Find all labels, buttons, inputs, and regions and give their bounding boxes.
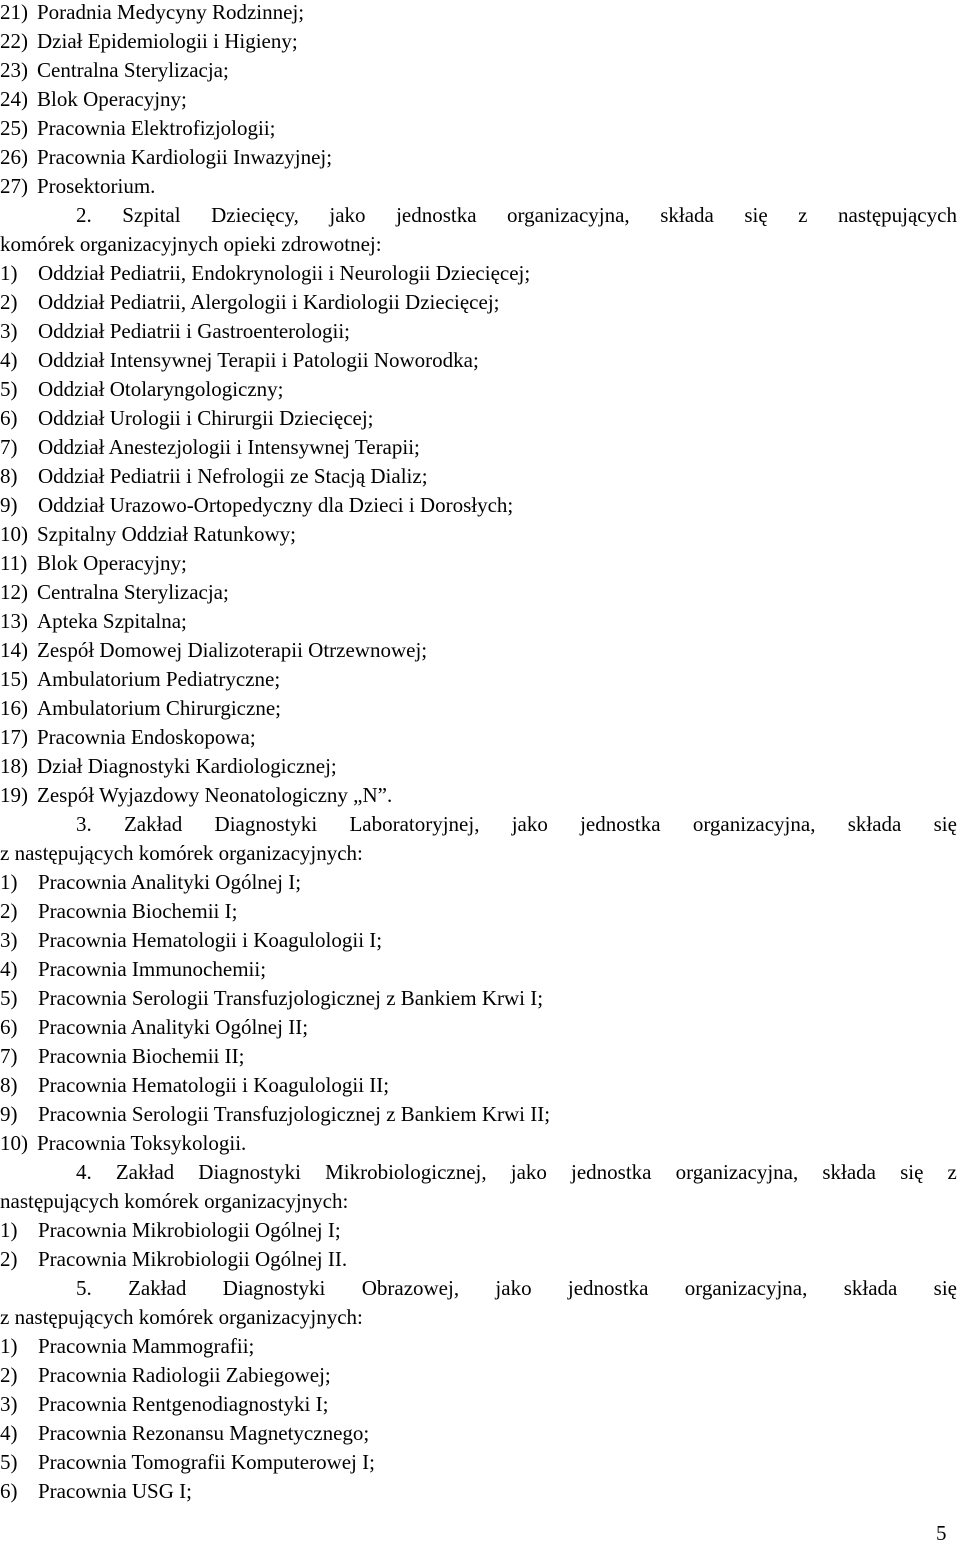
section-heading: 3. Zakład Diagnostyki Laboratoryjnej, jako jednostka organizacyjna, składa się [76, 812, 957, 836]
list-item: 25) Pracownia Elektrofizjologii; [0, 116, 276, 140]
list-item: 2) Pracownia Biochemii I; [0, 899, 238, 923]
list-item: 4) Pracownia Immunochemii; [0, 957, 267, 981]
section-heading: 2. Szpital Dziecięcy, jako jednostka organizacyjna, składa się z następujących [76, 203, 957, 227]
list-item: 6) Pracownia Analityki Ogólnej II; [0, 1015, 309, 1039]
list-item: 1) Pracownia Mammografii; [0, 1334, 255, 1358]
list-item: 5) Pracownia Tomografii Komputerowej I; [0, 1450, 375, 1474]
list-item: 2) Oddział Pediatrii, Alergologii i Kardiologii Dziecięcej; [0, 290, 500, 314]
list-item: 10) Szpitalny Oddział Ratunkowy; [0, 522, 296, 546]
list-item: 12) Centralna Sterylizacja; [0, 580, 229, 604]
list-item: 4) Oddział Intensywnej Terapii i Patologii Noworodka; [0, 348, 479, 372]
list-item: 1) Oddział Pediatrii, Endokrynologii i Neurologii Dziecięcej; [0, 261, 531, 285]
list-item: 15) Ambulatorium Pediatryczne; [0, 667, 281, 691]
list-item: 11) Blok Operacyjny; [0, 551, 187, 575]
list-item: 19) Zespół Wyjazdowy Neonatologiczny „N”. [0, 783, 393, 807]
list-item: 22) Dział Epidemiologii i Higieny; [0, 29, 298, 53]
list-item: 9) Oddział Urazowo-Ortopedyczny dla Dzieci i Dorosłych; [0, 493, 514, 517]
section-heading-continuation: komórek organizacyjnych opieki zdrowotnej: [0, 232, 382, 256]
list-item: 17) Pracownia Endoskopowa; [0, 725, 256, 749]
list-item: 27) Prosektorium. [0, 174, 156, 198]
list-item: 16) Ambulatorium Chirurgiczne; [0, 696, 281, 720]
list-item: 2) Pracownia Radiologii Zabiegowej; [0, 1363, 331, 1387]
list-item: 7) Oddział Anestezjologii i Intensywnej Terapii; [0, 435, 420, 459]
list-item: 3) Pracownia Rentgenodiagnostyki I; [0, 1392, 329, 1416]
list-item: 3) Pracownia Hematologii i Koagulologii I; [0, 928, 383, 952]
list-item: 18) Dział Diagnostyki Kardiologicznej; [0, 754, 337, 778]
list-item: 3) Oddział Pediatrii i Gastroenterologii; [0, 319, 351, 343]
list-item: 4) Pracownia Rezonansu Magnetycznego; [0, 1421, 370, 1445]
list-item: 5) Pracownia Serologii Transfuzjologicznej z Bankiem Krwi I; [0, 986, 544, 1010]
list-item: 5) Oddział Otolaryngologiczny; [0, 377, 284, 401]
list-item: 21) Poradnia Medycyny Rodzinnej; [0, 0, 305, 24]
page-number: 5 [936, 1521, 947, 1545]
list-item: 6) Pracownia USG I; [0, 1479, 192, 1503]
section-heading-continuation: z następujących komórek organizacyjnych: [0, 1305, 363, 1329]
list-item: 1) Pracownia Analityki Ogólnej I; [0, 870, 302, 894]
list-item: 14) Zespół Domowej Dializoterapii Otrzewnowej; [0, 638, 428, 662]
section-heading: 5. Zakład Diagnostyki Obrazowej, jako jednostka organizacyjna, składa się [76, 1276, 957, 1300]
list-item: 26) Pracownia Kardiologii Inwazyjnej; [0, 145, 333, 169]
section-heading-continuation: z następujących komórek organizacyjnych: [0, 841, 363, 865]
list-item: 6) Oddział Urologii i Chirurgii Dziecięcej; [0, 406, 374, 430]
list-item: 1) Pracownia Mikrobiologii Ogólnej I; [0, 1218, 341, 1242]
list-item: 8) Oddział Pediatrii i Nefrologii ze Stacją Dializ; [0, 464, 428, 488]
list-item: 13) Apteka Szpitalna; [0, 609, 187, 633]
section-heading: 4. Zakład Diagnostyki Mikrobiologicznej, jako jednostka organizacyjna, składa się z [76, 1160, 957, 1184]
list-item: 9) Pracownia Serologii Transfuzjologicznej z Bankiem Krwi II; [0, 1102, 551, 1126]
list-item: 7) Pracownia Biochemii II; [0, 1044, 245, 1068]
list-item: 2) Pracownia Mikrobiologii Ogólnej II. [0, 1247, 348, 1271]
section-heading-continuation: następujących komórek organizacyjnych: [0, 1189, 349, 1213]
list-item: 23) Centralna Sterylizacja; [0, 58, 229, 82]
list-item: 10) Pracownia Toksykologii. [0, 1131, 247, 1155]
list-item: 24) Blok Operacyjny; [0, 87, 187, 111]
list-item: 8) Pracownia Hematologii i Koagulologii II; [0, 1073, 390, 1097]
